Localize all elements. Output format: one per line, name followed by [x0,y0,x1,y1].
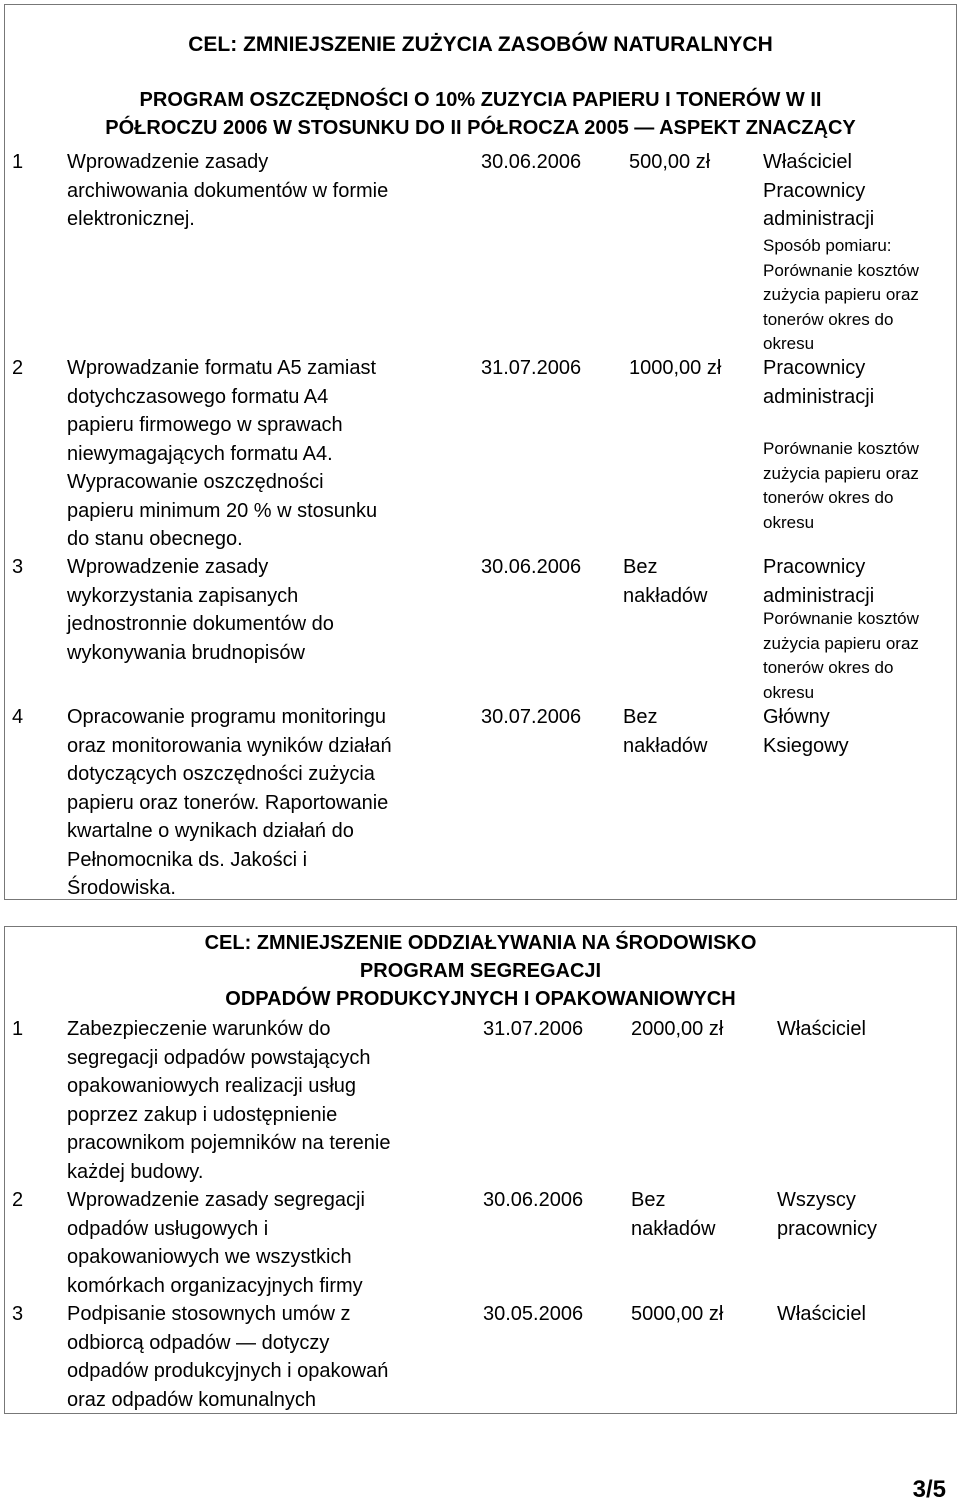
cost-line: nakładów [623,584,708,607]
cost [623,553,708,610]
row-number: 4 [12,706,24,728]
task-line: odpadów usługowych i [67,1217,269,1240]
section-2-program-line-1: PROGRAM SEGREGACJI [359,960,602,982]
responsible [763,553,874,610]
task-line: jednostronnie dokumentów do [67,613,334,635]
note-line: zużycia papieru oraz [763,463,919,483]
responsible [763,148,874,234]
task-line: Wprowadzenie zasady segregacji [67,1189,365,1211]
cost: 5000,00 zł [631,1303,724,1325]
section-2-program-line-2: ODPADÓW PRODUKCYJNYCH I OPAKOWANIOWYCH [225,988,736,1010]
deadline-date: 30.06.2006 [481,151,582,173]
section-2-table [4,926,957,1414]
measurement-note [763,607,919,705]
row-number: 3 [12,1303,24,1325]
task-line: Pełnomocnika ds. Jakości i [67,848,308,871]
responsible-line: Wszyscy [777,1189,856,1211]
row-number: 3 [12,556,24,578]
deadline-date: 31.07.2006 [481,357,582,379]
deadline-date: 31.07.2006 [483,1018,584,1040]
cost: 1000,00 zł [629,357,722,379]
task-line: Wypracowanie oszczędności [67,471,324,493]
task-line: oraz odpadów komunalnych [67,1388,317,1411]
responsible-line: Ksiegowy [763,734,849,757]
responsible-line: Właściciel [763,151,852,173]
task-description [67,1186,365,1300]
task-description [67,1015,391,1186]
measurement-note [763,437,919,535]
section-1-goal: CEL: ZMNIEJSZENIE ZUŻYCIA ZASOBÓW NATURALNYCH [188,33,773,56]
note-line: Sposób pomiaru: [763,236,892,255]
task-line: Podpisanie stosownych umów z [67,1303,351,1325]
responsible [777,1186,877,1243]
task-line: do stanu obecnego. [67,528,243,550]
task-line: dotychczasowego formatu A4 [67,385,329,408]
responsible-line: administracji [763,208,875,230]
cost: 2000,00 zł [631,1018,724,1040]
task-line: komórkach organizacyjnych firmy [67,1274,363,1297]
task-line: niewymagających formatu A4. [67,442,333,465]
note-line: okresu [763,682,815,702]
task-description [67,553,334,667]
responsible-line: pracownicy [777,1217,878,1240]
cost [623,703,708,760]
responsible: Właściciel [777,1303,866,1325]
note-line: zużycia papieru oraz [763,633,919,653]
task-line: Opracowanie programu monitoringu [67,706,387,728]
responsible-line: administracji [763,584,875,607]
task-line: papieru oraz tonerów. Raportowanie [67,791,389,814]
task-line: papieru minimum 20 % w stosunku [67,499,378,522]
task-line: Wprowadzenie zasady [67,151,269,173]
responsible-line: administracji [763,385,875,408]
note-line: Porównanie kosztów [763,609,919,628]
task-line: odbiorcą odpadów — dotyczy [67,1331,330,1354]
task-description [67,1300,388,1414]
note-line: tonerów okres do [763,488,894,507]
responsible-line: Pracownicy [763,179,866,202]
deadline-date: 30.06.2006 [481,556,582,578]
note-line: okresu [763,512,815,532]
task-line: odpadów produkcyjnych i opakowań [67,1360,389,1382]
responsible [763,354,874,411]
deadline-date: 30.05.2006 [483,1303,584,1325]
task-line: Wprowadzanie formatu A5 zamiast [67,357,377,379]
task-line: archiwowania dokumentów w formie [67,179,389,202]
cost: 500,00 zł [629,151,711,173]
note-line: tonerów okres do [763,658,894,677]
note-line: tonerów okres do [763,309,894,329]
task-line: opakowaniowych we wszystkich [67,1246,352,1268]
note-line: zużycia papieru oraz [763,285,919,304]
row-number: 2 [12,357,24,379]
responsible: Właściciel [777,1018,866,1040]
section-1-table [4,4,957,900]
task-description [67,354,377,554]
cost [631,1186,716,1243]
section-2-goal: CEL: ZMNIEJSZENIE ODDZIAŁYWANIA NA ŚRODOWISKO [204,932,757,954]
task-line: pracownikom pojemników na terenie [67,1132,391,1154]
deadline-date: 30.07.2006 [481,706,582,728]
cost-line: nakładów [631,1217,716,1240]
task-line: poprzez zakup i udostępnienie [67,1103,338,1126]
task-line: segregacji odpadów powstających [67,1046,371,1069]
task-line: papieru firmowego w sprawach [67,414,343,436]
cost-line: Bez [623,706,658,728]
section-1-program-line-1: PROGRAM OSZCZĘDNOŚCI O 10% ZUZYCIA PAPIERU I TONERÓW W II [139,89,822,111]
measurement-note [763,234,919,357]
section-1-program-line-2: PÓŁROCZU 2006 W STOSUNKU DO II PÓŁROCZA 2005 — ASPEKT ZNACZĄCY [105,117,856,139]
note-line: okresu [763,334,815,353]
task-line: Wprowadzenie zasady [67,556,269,578]
cost-line: nakładów [623,734,708,757]
task-line: każdej budowy. [67,1160,204,1183]
task-description [67,703,392,903]
responsible-line: Pracownicy [763,357,866,379]
row-number: 1 [12,151,24,173]
page-number: 3/5 [912,1476,946,1503]
cost-line: Bez [623,556,658,578]
responsible [763,703,849,760]
row-number: 2 [12,1189,24,1211]
task-line: dotyczących oszczędności zużycia [67,763,375,785]
task-description [67,148,388,234]
task-line: kwartalne o wynikach działań do [67,820,354,842]
task-line: wykonywania brudnopisów [67,641,305,664]
row-number: 1 [12,1018,24,1040]
cost-line: Bez [631,1189,666,1211]
note-line: Porównanie kosztów [763,260,919,280]
responsible-line: Pracownicy [763,556,866,578]
task-line: Środowiska. [67,877,176,899]
task-line: Zabezpieczenie warunków do [67,1018,331,1040]
task-line: oraz monitorowania wyników działań [67,734,392,757]
responsible-line: Główny [763,706,830,728]
deadline-date: 30.06.2006 [483,1189,584,1211]
task-line: opakowaniowych realizacji usług [67,1075,357,1097]
task-line: elektronicznej. [67,208,195,230]
task-line: wykorzystania zapisanych [67,584,299,607]
note-line: Porównanie kosztów [763,439,919,458]
